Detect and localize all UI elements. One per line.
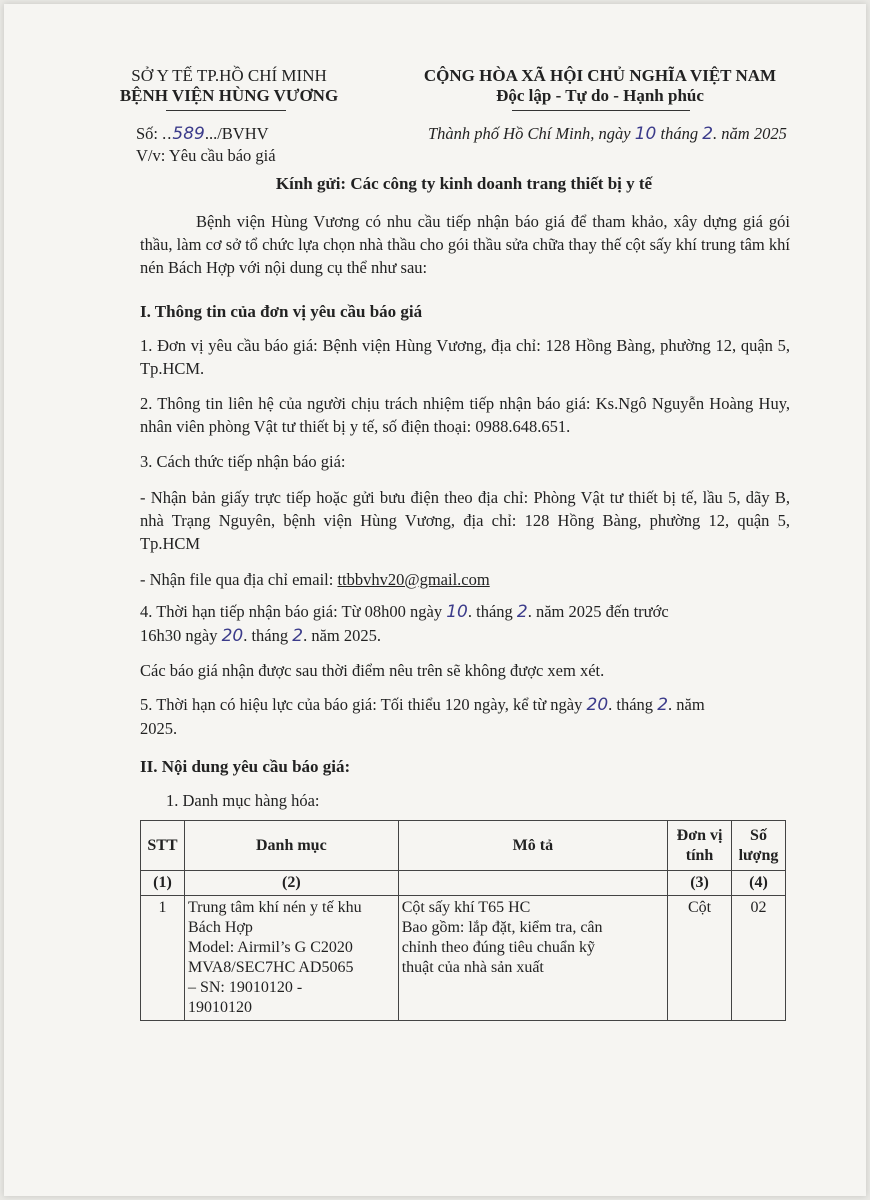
late-submission-note: Các báo giá nhận được sau thời điểm nêu trên sẽ không được xem xét.: [140, 661, 605, 680]
handwritten-start-month: 2: [516, 602, 528, 622]
handwritten-end-day: 20: [221, 626, 244, 646]
section1-item3: 3. Cách thức tiếp nhận báo giá:: [140, 452, 346, 471]
row-description: Cột sấy khí T65 HC Bao gồm: lắp đặt, kiểm tra, cân chỉnh theo đúng tiêu chuẩn kỹ thuật của nhà sản xuất: [398, 896, 667, 1021]
header-quantity: Số lượng: [732, 821, 786, 871]
handwritten-day: 10: [634, 124, 657, 144]
document-page: [4, 4, 866, 1196]
section1-title: I. Thông tin của đơn vị yêu cầu báo giá: [140, 302, 423, 321]
table-header-row: [141, 821, 786, 871]
intro-paragraph: Bệnh viện Hùng Vương có nhu cầu tiếp nhận báo giá để tham khảo, xây dựng giá gói thầu, làm cơ sở tổ chức lựa chọn nhà thầu cho gói thầu sửa chữa thay thế cột sấy khí trung tâm khí nén Bách Hợp với nội dung cụ thể như sau:: [140, 212, 790, 277]
section1-item4-line1: 4. Thời hạn tiếp nhận báo giá: Từ 08h00 ngày 10. tháng 2. năm 2025 đến trước: [140, 602, 669, 622]
section1-item5-line2: 2025.: [140, 719, 178, 738]
org-name: BỆNH VIỆN HÙNG VƯƠNG: [119, 86, 339, 105]
nation-motto: Độc lập - Tự do - Hạnh phúc: [496, 86, 704, 105]
row-stt: 1: [141, 896, 185, 1021]
section1-item4-line2: 16h30 ngày 20. tháng 2. năm 2025.: [140, 626, 382, 646]
document-subject: V/v: Yêu cầu báo giá: [136, 146, 276, 165]
header-stt: STT: [141, 821, 185, 871]
header-unit: Đơn vị tính: [668, 821, 732, 871]
section2-sub1: 1. Danh mục hàng hóa:: [166, 791, 320, 810]
handwritten-validity-day: 20: [586, 695, 609, 715]
row-unit: Cột: [668, 896, 732, 1021]
header-category: Danh mục: [184, 821, 398, 871]
section1-item3a: - Nhận bản giấy trực tiếp hoặc gửi bưu điện theo địa chỉ: Phòng Vật tư thiết bị tế, lầu 5, dãy B, nhà Trạng Nguyên, bệnh viện Hùng Vương, địa chỉ: 128 Hồng Bàng, phường 12, quận 5, Tp.HCM: [140, 488, 790, 553]
table-numbering-row: (1) (2) (3) (4): [141, 871, 786, 896]
handwritten-start-day: 10: [446, 602, 468, 622]
row-category: Trung tâm khí nén y tế khu Bách Hợp Model: Airmil’s G C2020 MVA8/SEC7HC AD5065 – SN: 19010120 - 19010120: [184, 896, 398, 1021]
row-quantity: 02: [732, 896, 786, 1021]
header-description: Mô tả: [398, 821, 667, 871]
handwritten-month: 2: [702, 124, 714, 144]
motto-underline: [512, 110, 690, 111]
goods-table: [140, 820, 786, 1021]
handwritten-validity-month: 2: [657, 695, 669, 715]
section1-item2: 2. Thông tin liên hệ của người chịu trách nhiệm tiếp nhận báo giá: Ks.Ngô Nguyễn Hoàng Huy, nhân viên phòng Vật tư thiết bị y tế, số điện thoại: 0988.648.651.: [140, 394, 790, 436]
org-underline: [166, 110, 286, 111]
recipient: Kính gửi: Các công ty kinh doanh trang thiết bị y tế: [275, 174, 653, 193]
handwritten-doc-number: 589: [172, 124, 205, 144]
table-row: [141, 896, 786, 1021]
nation-title: CỘNG HÒA XÃ HỘI CHỦ NGHĨA VIỆT NAM: [423, 66, 777, 85]
section1-item1: 1. Đơn vị yêu cầu báo giá: Bệnh viện Hùng Vương, địa chỉ: 128 Hồng Bàng, phường 12, quận 5, Tp.HCM.: [140, 336, 790, 378]
section2-title: II. Nội dung yêu cầu báo giá:: [140, 757, 351, 776]
section1-item5-line1: 5. Thời hạn có hiệu lực của báo giá: Tối thiểu 120 ngày, kể từ ngày 20. tháng 2. năm: [140, 695, 705, 715]
handwritten-end-month: 2: [292, 626, 304, 646]
email-link[interactable]: ttbbvhv20@gmail.com: [337, 570, 490, 589]
date-line: Thành phố Hồ Chí Minh, ngày 10 tháng 2. năm 2025: [428, 124, 787, 144]
org-parent: SỞ Y TẾ TP.HỒ CHÍ MINH: [131, 66, 327, 85]
section1-item3b: - Nhận file qua địa chỉ email: ttbbvhv20@gmail.com: [140, 570, 490, 589]
document-number: Số: ..589.../BVHV: [136, 124, 269, 144]
